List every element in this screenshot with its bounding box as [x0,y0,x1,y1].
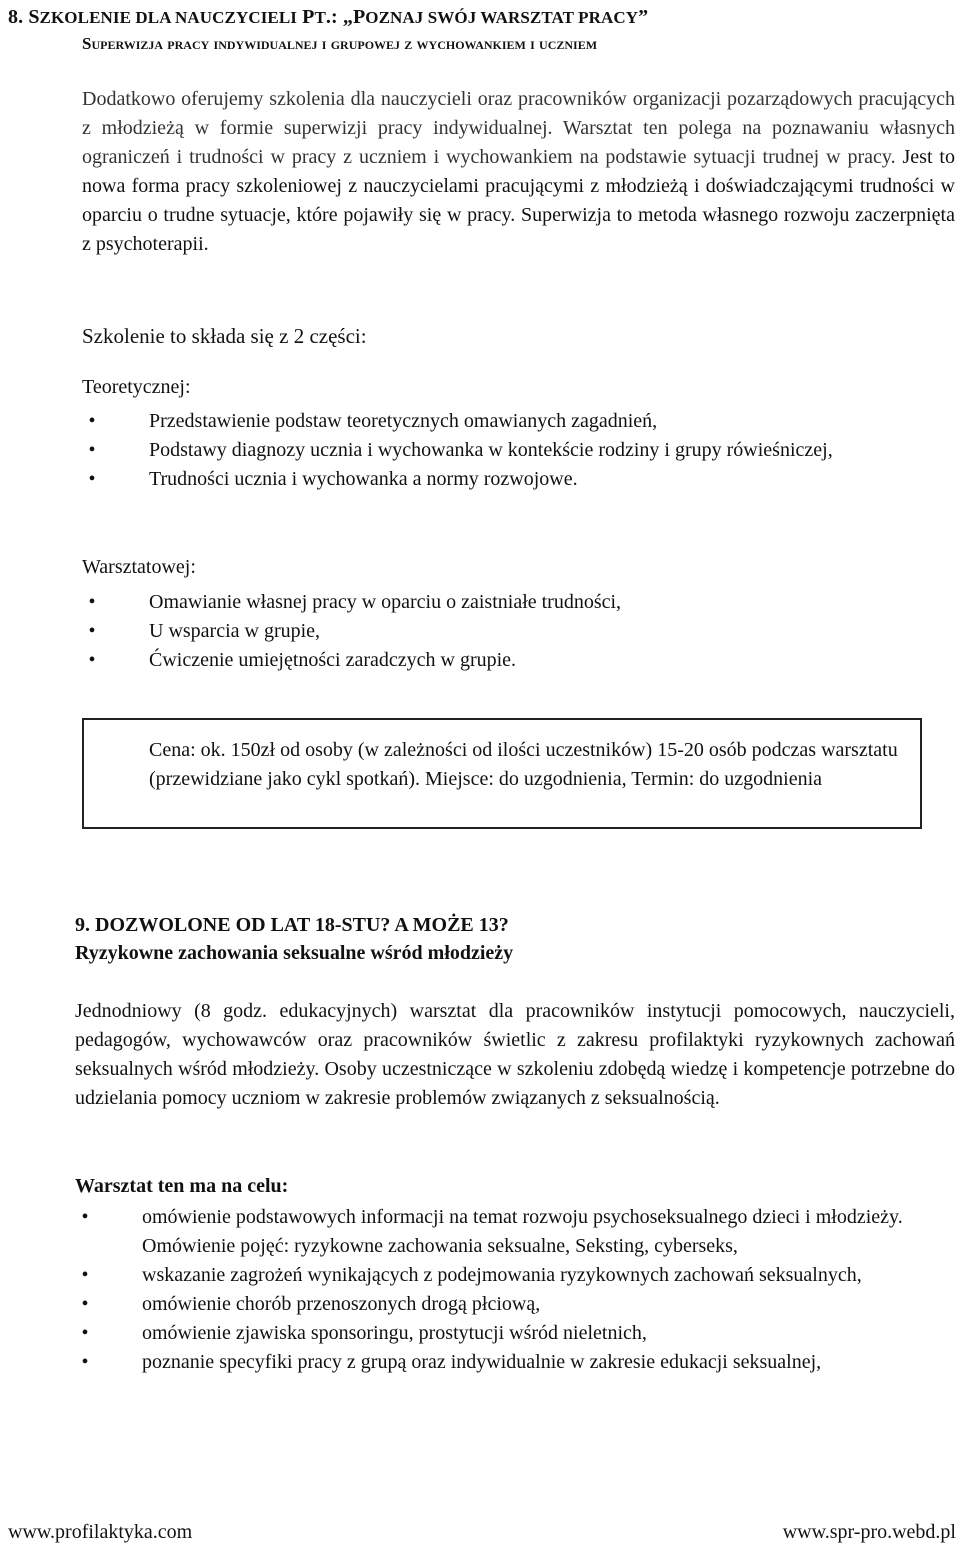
bullet-dot-icon: • [88,649,96,671]
section-8-number: 8. [8,6,29,28]
list-item [82,588,955,617]
list-item-text: omówienie zjawiska sponsoringu, prostytucji wśród nieletnich, [142,1322,647,1344]
list-item [75,1203,955,1261]
theory-label: Teoretycznej: [82,376,191,398]
workshop-label: Warsztatowej: [82,556,196,578]
section-9-subtitle: Ryzykowne zachowania seksualne wśród młodzieży [75,942,514,964]
list-item-text: Podstawy diagnozy ucznia i wychowanka w kontekście rodziny i grupy rówieśniczej, [149,439,833,461]
footer-link-left[interactable]: www.profilaktyka.com [8,1521,193,1543]
bullet-dot-icon: • [81,1293,89,1315]
bullet-dot-icon: • [88,410,96,432]
section-9-description: Jednodniowy (8 godz. edukacyjnych) warsztat dla pracowników instytucji pomocowych, nauczycieli, pedagogów, wychowawców oraz pracowników świetlic z zakresu profilaktyki ryzykownych zachowań seksualnych wśród młodzieży. Osoby uczestniczące w szkoleniu zdobędą wiedzę i kompetencje potrzebne do udzielania pomocy uczniom w zakresie problemów związanych z seksualnością. [75,1000,955,1109]
price-box [82,718,922,829]
bullet-dot-icon: • [88,468,96,490]
goals-list [75,1203,955,1377]
bullet-dot-icon: • [81,1264,89,1286]
heading-part: .: „P [325,6,366,28]
list-item [82,617,955,646]
list-item-text: poznanie specyfiki pracy z grupą oraz indywidualnie w zakresie edukacji seksualnej, [142,1351,822,1373]
section-8-heading [8,4,958,31]
section-9-heading: 9. DOZWOLONE OD LAT 18-STU? A MOŻE 13? [75,914,509,936]
list-item [75,1290,955,1319]
goals-heading: Warsztat ten ma na celu: [75,1175,289,1197]
heading-part: ” [638,6,649,28]
list-item-text: Trudności ucznia i wychowanka a normy rozwojowe. [149,468,578,490]
list-item [75,1319,955,1348]
list-item-text: omówienie chorób przenoszonych drogą płciową, [142,1293,541,1315]
price-info: Cena: ok. 150zł od osoby (w zależności od ilości uczestników) 15-20 osób podczas warsztatu (przewidziane jako cykl spotkań). Miejsce: do uzgodnienia, Termin: do uzgodnienia [149,739,898,790]
footer-link-right[interactable]: www.spr-pro.webd.pl [782,1521,956,1543]
heading-part: T [314,8,326,27]
list-item [82,465,955,494]
list-item-text: omówienie podstawowych informacji na temat rozwoju psychoseksualnego dzieci i młodzieży. Omówienie pojęć: ryzykowne zachowania seksualne, Seksting, cyberseks, [142,1206,903,1257]
bullet-dot-icon: • [81,1351,89,1373]
list-item-text: wskazanie zagrożeń wynikających z podejmowania ryzykownych zachowań seksualnych, [142,1264,862,1286]
list-item [75,1348,955,1377]
bullet-dot-icon: • [81,1206,89,1228]
section-8-subtitle: Superwizja pracy indywidualnej i grupowej z wychowankiem i uczniem [82,34,598,53]
bullet-dot-icon: • [88,620,96,642]
theory-list [82,407,955,494]
heading-part: OZNAJ SWÓJ WARSZTAT PRACY [365,8,639,27]
list-item-text: Ćwiczenie umiejętności zaradczych w grupie. [149,649,517,671]
bullet-dot-icon: • [81,1322,89,1344]
list-item-text: Przedstawienie podstaw teoretycznych omawianych zagadnień, [149,410,658,432]
workshop-list [82,588,955,675]
heading-part: ZKOLENIE DLA NAUCZYCIELI [39,8,298,27]
heading-part: S [28,6,40,28]
list-item [82,407,955,436]
bullet-dot-icon: • [88,591,96,613]
list-item [75,1261,955,1290]
parts-heading: Szkolenie to składa się z 2 części: [82,324,367,348]
list-item [82,646,955,675]
intro-text: Dodatkowo oferujemy szkolenia dla nauczycieli oraz pracowników organizacji pozarządowych pracujących z młodzieżą w formie superwizji pracy indywidualnej. Warsztat ten polega na poznawaniu własnych ograniczeń i trudności w pracy z uczniem i wychowankiem na podstawie sytuacji trudnej w pracy. [82,88,955,168]
list-item-text: Omawianie własnej pracy w oparciu o zaistniałe trudności, [149,591,622,613]
list-item [82,436,955,465]
bullet-dot-icon: • [88,439,96,461]
list-item-text: U wsparcia w grupie, [149,620,321,642]
heading-part: P [297,6,315,28]
intro-text-continued: Jest to nowa forma pracy szkoleniowej z nauczycielami pracującymi z młodzieżą i doświadczającymi trudności w oparciu o trudne sytuacje, które pojawiły się w pracy. Superwizja to metoda własnego rozwoju zaczerpnięta z psychoterapii. [82,146,955,255]
section-8-intro [82,85,955,259]
